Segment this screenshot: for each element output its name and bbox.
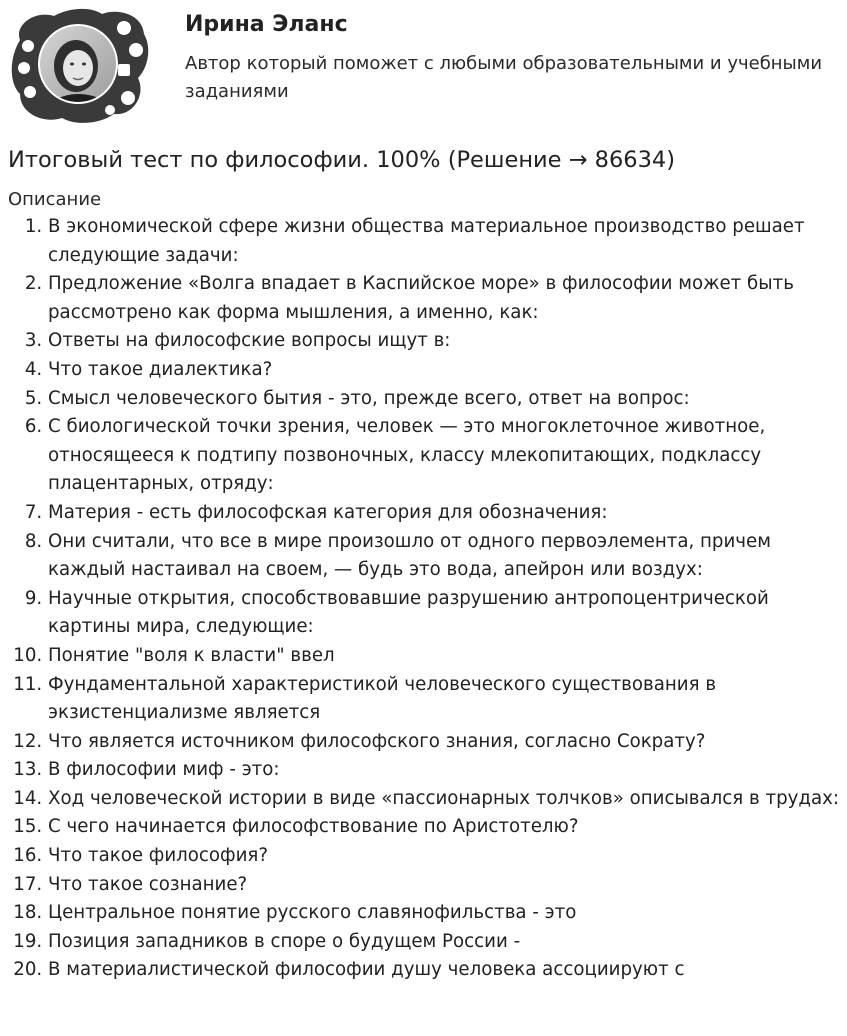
list-item: 7. Материя - есть философская категория для обозначения:	[48, 499, 840, 528]
list-item: 17. Что такое сознание?	[48, 871, 840, 900]
list-item: 14. Ход человеческой истории в виде «пассионарных толчков» описывался в трудах:	[48, 785, 840, 814]
list-item: 8. Они считали, что все в мире произошло от одного первоэлемента, причем каждый настаивал на своем, — будь это вода, апейрон или воздух:	[48, 528, 840, 585]
author-card	[0, 0, 847, 130]
author-description: Автор который поможет с любыми образовательными и учебными заданиями	[185, 53, 823, 102]
list-item: 10. Понятие "воля к власти" ввел	[48, 642, 840, 671]
list-item: 19. Позиция западников в споре о будущем России -	[48, 928, 840, 957]
list-item: 11. Фундаментальной характеристикой человеческого существования в экзистенциализме является	[48, 671, 840, 728]
list-item: 15. С чего начинается философствование по Аристотелю?	[48, 813, 840, 842]
list-item: 13. В философии миф - это:	[48, 756, 840, 785]
list-item: 4. Что такое диалектика?	[48, 356, 840, 385]
author-name: Ирина Эланс	[185, 12, 348, 37]
list-item: 12. Что является источником философского знания, согласно Сократу?	[48, 728, 840, 757]
list-item: 5. Смысл человеческого бытия - это, прежде всего, ответ на вопрос:	[48, 385, 840, 414]
list-item: 2. Предложение «Волга впадает в Каспийское море» в философии может быть рассмотрено как форма мышления, а именно, как:	[48, 270, 840, 327]
question-list	[0, 213, 840, 985]
list-item: 6. С биологической точки зрения, человек — это многоклеточное животное, относящееся к подтипу позвоночных, классу млекопитающих, подклассу плацентарных, отряду:	[48, 413, 840, 499]
description-label: Описание	[8, 189, 102, 210]
list-item: 3. Ответы на философские вопросы ищут в:	[48, 327, 840, 356]
list-item: 20. В материалистической философии душу человека ассоциируют с	[48, 956, 840, 985]
list-item: 16. Что такое философия?	[48, 842, 840, 871]
page-title: Итоговый тест по философии. 100% (Решение → 86634)	[8, 147, 676, 173]
list-item: 9. Научные открытия, способствовавшие разрушению антропоцентрической картины мира, следующие:	[48, 585, 840, 642]
list-item: 18. Центральное понятие русского славянофильства - это	[48, 899, 840, 928]
author-avatar	[6, 6, 152, 126]
list-item: 1. В экономической сфере жизни общества материальное производство решает следующие задачи:	[48, 213, 840, 270]
